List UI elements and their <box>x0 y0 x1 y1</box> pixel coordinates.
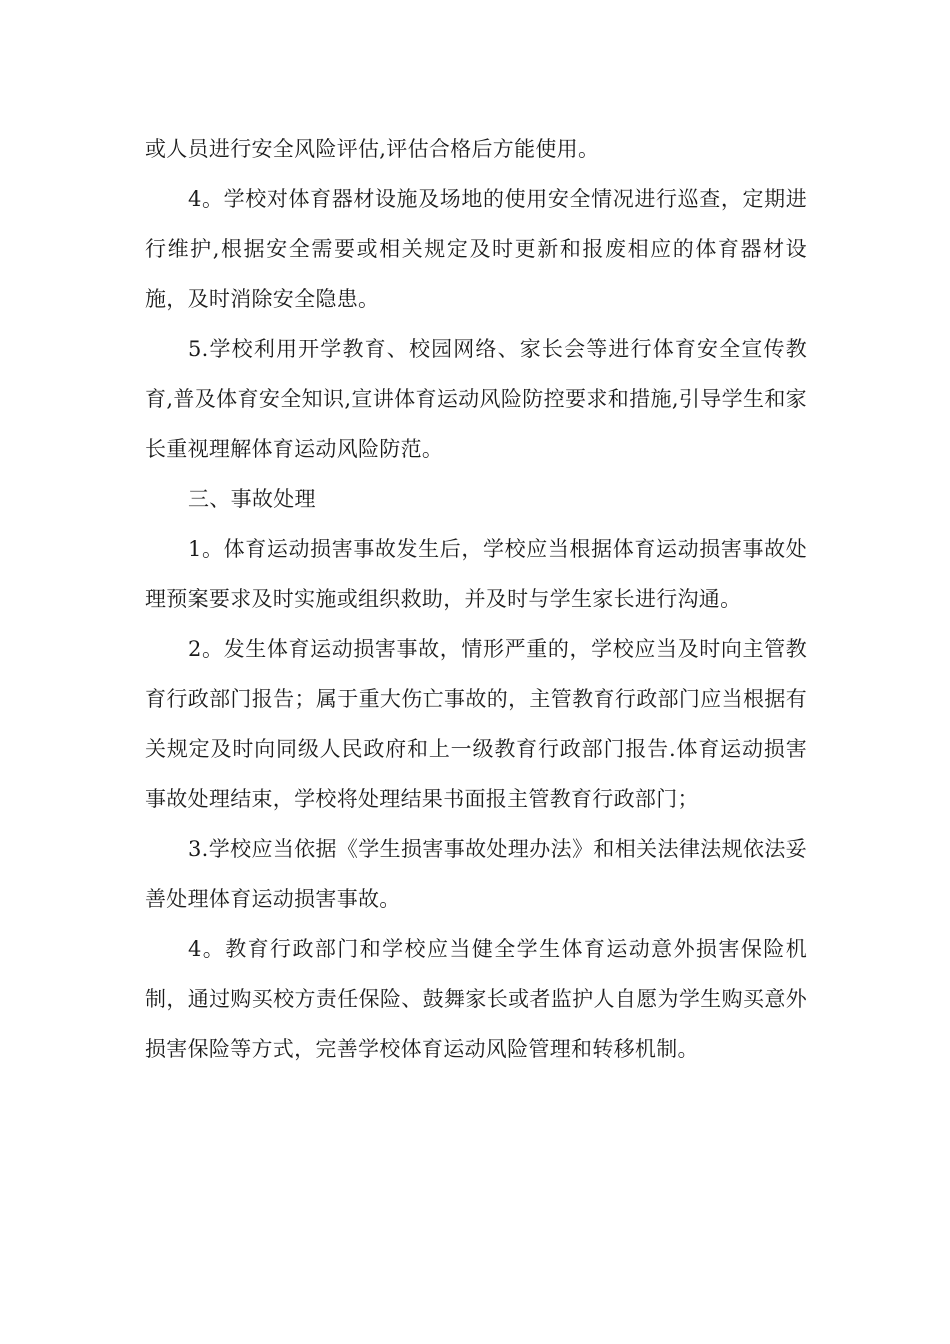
paragraph-item-3-legal: 3.学校应当依据《学生损害事故处理办法》和相关法律法规依法妥善处理体育运动损害事故。 <box>145 837 807 911</box>
paragraph-item-4-inspection: 4。学校对体育器材设施及场地的使用安全情况进行巡查，定期进行维护,根据安全需要或相关规定及时更新和报废相应的体育器材设施，及时消除安全隐患。 <box>145 187 807 311</box>
paragraph-item-4-insurance: 4。教育行政部门和学校应当健全学生体育运动意外损害保险机制，通过购买校方责任保险、鼓舞家长或者监护人自愿为学生购买意外损害保险等方式，完善学校体育运动风险管理和转移机制。 <box>145 937 807 1061</box>
paragraph-item-1-rescue: 1。体育运动损害事故发生后，学校应当根据体育运动损害事故处理预案要求及时实施或组织救助，并及时与学生家长进行沟通。 <box>145 537 807 611</box>
paragraph-item-2-report: 2。发生体育运动损害事故，情形严重的，学校应当及时向主管教育行政部门报告；属于重大伤亡事故的，主管教育行政部门应当根据有关规定及时向同级人民政府和上一级教育行政部门报告.体育运动损害事故处理结束，学校将处理结果书面报主管教育行政部门； <box>145 637 807 811</box>
document-page <box>145 124 807 1074</box>
paragraph-item-5-education: 5.学校利用开学教育、校园网络、家长会等进行体育安全宣传教育,普及体育安全知识,宣讲体育运动风险防控要求和措施,引导学生和家长重视理解体育运动风险防范。 <box>145 337 807 461</box>
paragraph-continuation: 或人员进行安全风险评估,评估合格后方能使用。 <box>145 137 600 161</box>
section-heading-accident-handling: 三、事故处理 <box>188 487 316 511</box>
